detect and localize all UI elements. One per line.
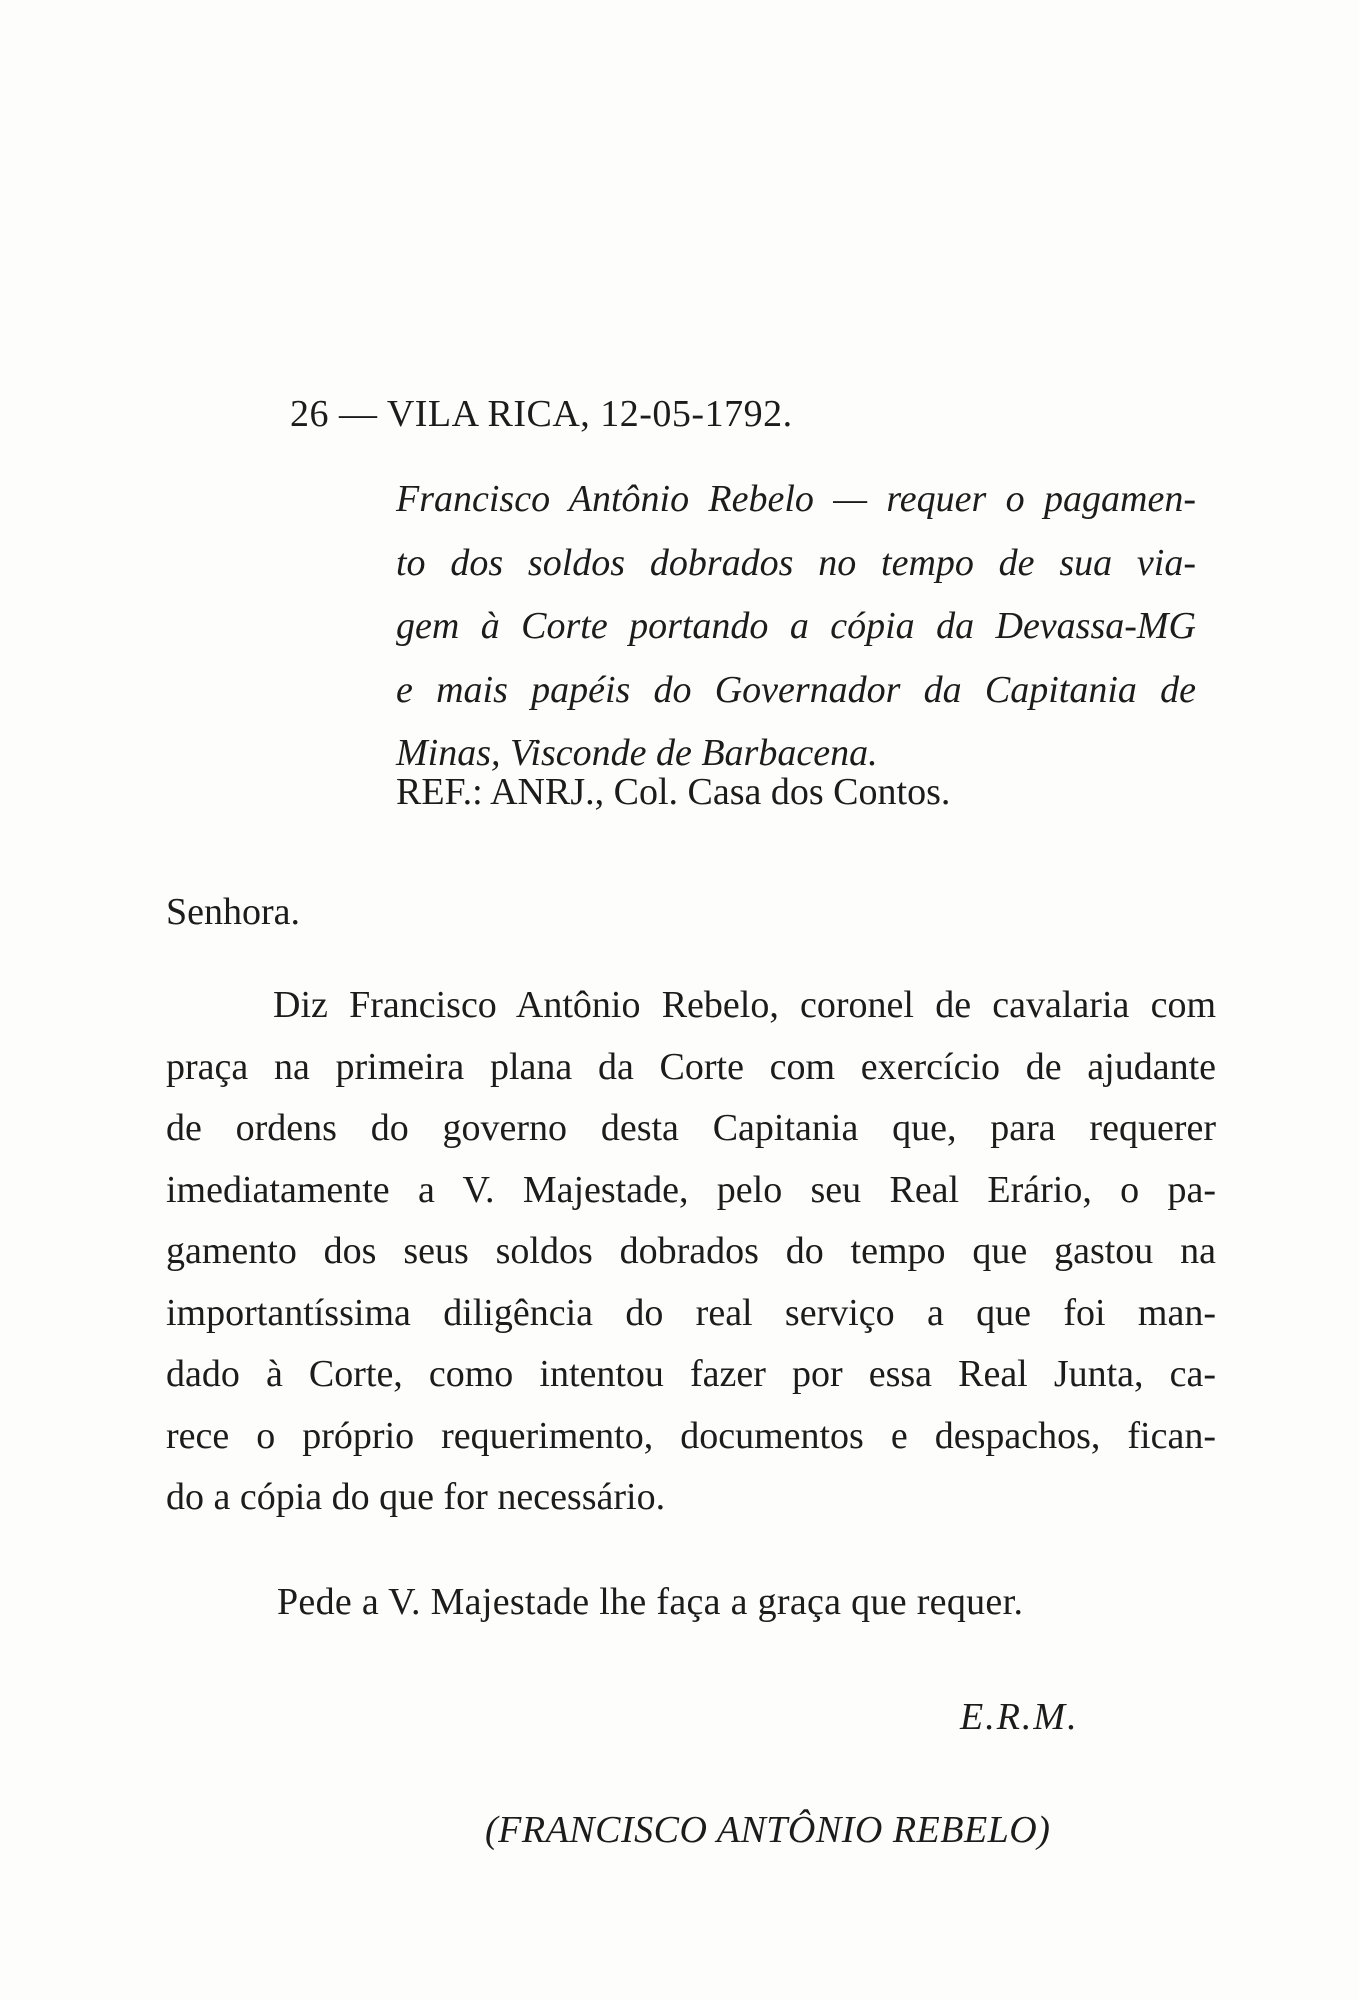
summary-line: Minas, Visconde de Barbacena. <box>396 732 878 774</box>
summary-line: gem à Corte portando a cópia da Devassa-MG <box>396 605 1196 647</box>
body-line: imediatamente a V. Majestade, pelo seu Real Erário, o pa- <box>166 1168 1216 1211</box>
body-line: gamento dos seus soldos dobrados do tempo que gastou na <box>166 1230 1216 1272</box>
petition-body <box>166 975 1216 1529</box>
document-summary <box>396 468 1196 786</box>
body-line: Diz Francisco Antônio Rebelo, coronel de cavalaria com <box>273 984 1216 1026</box>
document-heading: 26 — VILA RICA, 12-05-1792. <box>290 393 793 435</box>
signature-name: (FRANCISCO ANTÔNIO REBELO) <box>485 1809 1051 1851</box>
salutation: Senhora. <box>166 891 301 933</box>
petition-request: Pede a V. Majestade lhe faça a graça que requer. <box>277 1581 1024 1623</box>
summary-line: to dos soldos dobrados no tempo de sua via- <box>396 541 1196 584</box>
closing-formula: E.R.M. <box>960 1696 1079 1738</box>
summary-line: e mais papéis do Governador da Capitania de <box>396 668 1196 711</box>
body-line: praça na primeira plana da Corte com exercício de ajudante <box>166 1045 1216 1088</box>
body-line: do a cópia do que for necessário. <box>166 1476 666 1518</box>
summary-line: Francisco Antônio Rebelo — requer o pagamen- <box>396 478 1196 520</box>
body-line: rece o próprio requerimento, documentos e despachos, fican- <box>166 1414 1216 1457</box>
archive-reference: REF.: ANRJ., Col. Casa dos Contos. <box>396 771 951 813</box>
body-line: de ordens do governo desta Capitania que, para requerer <box>166 1107 1216 1149</box>
body-line: importantíssima diligência do real serviço a que foi man- <box>166 1291 1216 1334</box>
body-line: dado à Corte, como intentou fazer por essa Real Junta, ca- <box>166 1353 1216 1395</box>
